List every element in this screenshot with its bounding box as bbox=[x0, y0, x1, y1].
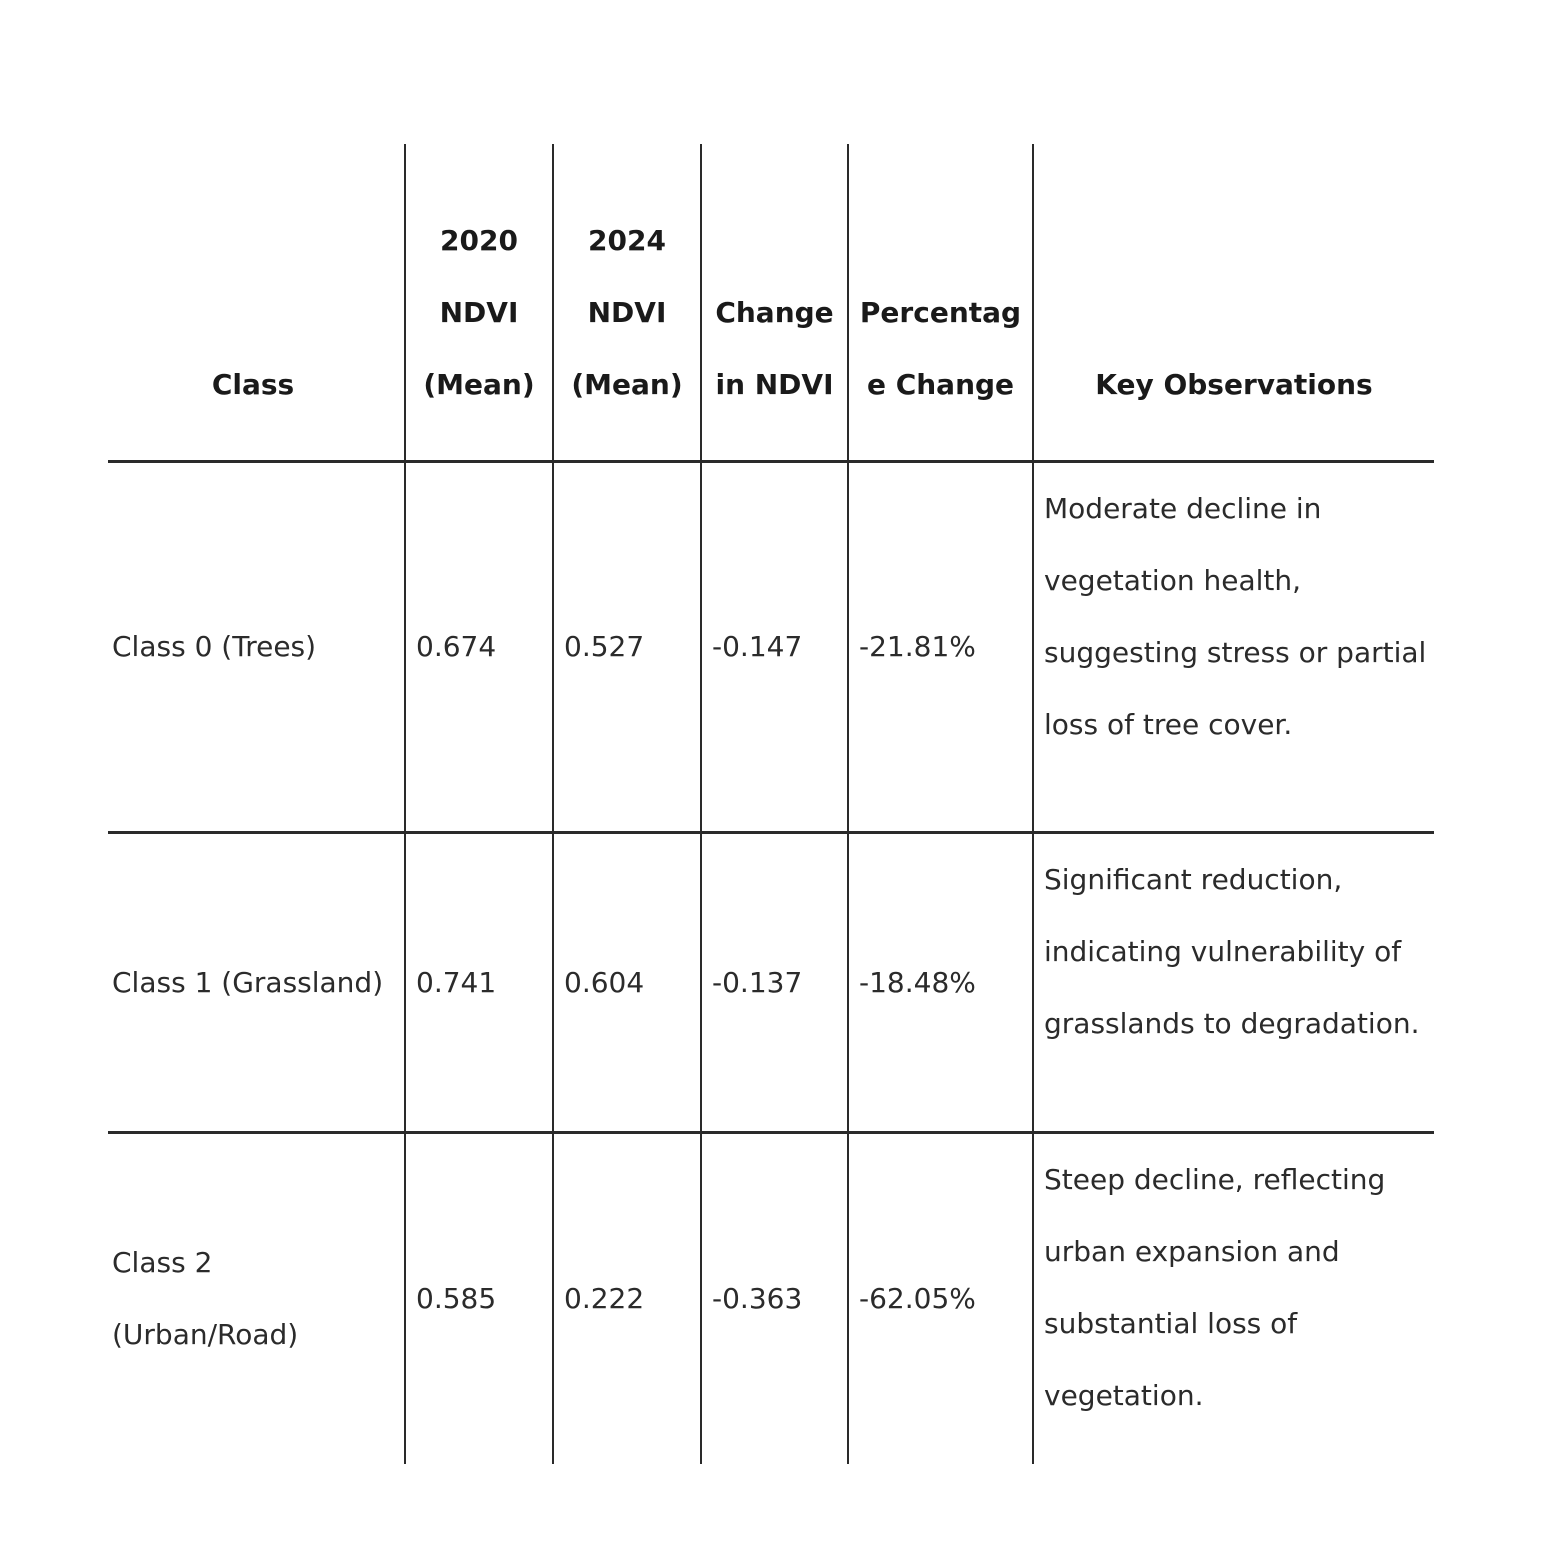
percentage-cell: -18.48% bbox=[848, 833, 1033, 1133]
header-percentage: Percentag e Change bbox=[848, 144, 1033, 462]
header-change: Change in NDVI bbox=[701, 144, 848, 462]
table-row bbox=[108, 1133, 1434, 1465]
change-cell: -0.363 bbox=[701, 1133, 848, 1465]
change-cell: -0.147 bbox=[701, 462, 848, 833]
ndvi-change-table bbox=[108, 144, 1434, 1464]
table-row bbox=[108, 462, 1434, 833]
percentage-cell: -21.81% bbox=[848, 462, 1033, 833]
table-row bbox=[108, 833, 1434, 1133]
table-header bbox=[108, 144, 1434, 462]
header-observations: Key Observations bbox=[1033, 144, 1434, 462]
ndvi-2020-cell: 0.741 bbox=[405, 833, 553, 1133]
observations-cell: Steep decline, reflecting urban expansion and substantial loss of vegetation. bbox=[1033, 1133, 1434, 1465]
observations-cell: Moderate decline in vegetation health, suggesting stress or partial loss of tree cover. bbox=[1033, 462, 1434, 833]
ndvi-2024-cell: 0.222 bbox=[553, 1133, 701, 1465]
class-cell: Class 1 (Grassland) bbox=[108, 833, 405, 1133]
class-cell: Class 0 (Trees) bbox=[108, 462, 405, 833]
header-ndvi-2024: 2024 NDVI (Mean) bbox=[553, 144, 701, 462]
class-cell: Class 2 (Urban/Road) bbox=[112, 1246, 299, 1351]
header-row bbox=[108, 144, 1434, 462]
change-cell: -0.137 bbox=[701, 833, 848, 1133]
header-class: Class bbox=[108, 144, 405, 462]
table-body bbox=[108, 462, 1434, 1465]
header-ndvi-2020: 2020 NDVI (Mean) bbox=[405, 144, 553, 462]
percentage-cell: -62.05% bbox=[848, 1133, 1033, 1465]
ndvi-2024-cell: 0.604 bbox=[553, 833, 701, 1133]
observations-cell: Significant reduction, indicating vulnerability of grasslands to degradation. bbox=[1033, 833, 1434, 1133]
ndvi-2020-cell: 0.585 bbox=[405, 1133, 553, 1465]
ndvi-2024-cell: 0.527 bbox=[553, 462, 701, 833]
ndvi-2020-cell: 0.674 bbox=[405, 462, 553, 833]
